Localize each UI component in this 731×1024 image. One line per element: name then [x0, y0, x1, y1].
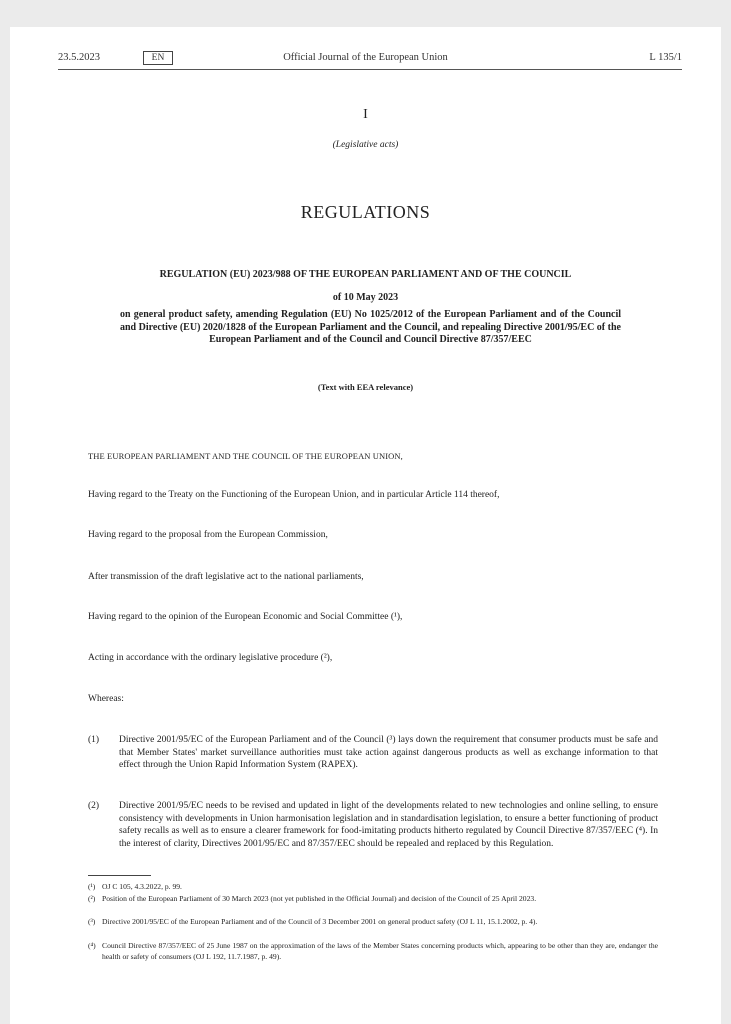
document-page [10, 27, 721, 1024]
recital-text: Directive 2001/95/EC needs to be revised and updated in light of the developments related to new technologies and online selling, to ensure consistency with developments in Union harmonisation legislation and in standardisation legislation, to ensure a better functioning of product safety recalls as well as to ensure a clearer framework for food-imitating products hitherto regulated by Council Directive 87/357/EEC (⁴). In the interest of clarity, Directives 2001/95/EC and 87/357/EEC should be repealed and replaced by this Regulation. [119, 801, 658, 849]
journal-title: Official Journal of the European Union [283, 52, 448, 63]
publication-date: 23.5.2023 [58, 52, 100, 63]
whereas-label: Whereas: [88, 694, 124, 704]
footnote-text: Council Directive 87/357/EEC of 25 June 1987 on the approximation of the laws of the Member States concerning products which, appearing to be other than they are, endanger the health or safety of consumers (OJ L 192, 11.7.1987, p. 49). [102, 941, 658, 961]
recital-text: Directive 2001/95/EC of the European Parliament and of the Council (³) lays down the requirement that consumer products must be safe and that Member States' market surveillance authorities must take action against dangerous products as well as exchange information to that effect through the Union Rapid Information System (RAPEX). [119, 735, 658, 770]
header-divider [58, 69, 682, 70]
footnote-number: (⁴) [88, 941, 96, 950]
enacting-formula: THE EUROPEAN PARLIAMENT AND THE COUNCIL OF THE EUROPEAN UNION, [88, 451, 403, 461]
eea-relevance: (Text with EEA relevance) [317, 382, 414, 392]
citation-transmission: After transmission of the draft legislative act to the national parliaments, [88, 572, 364, 582]
regulation-date: of 10 May 2023 [332, 292, 399, 303]
part-number: I [363, 107, 368, 122]
footnote-text: Directive 2001/95/EC of the European Parliament and of the Council of 3 December 2001 on general product safety (OJ L 11, 15.1.2002, p. 4). [102, 917, 538, 926]
footnote-number: (³) [88, 917, 96, 926]
footnote-number: (²) [88, 894, 96, 903]
citation-procedure: Acting in accordance with the ordinary legislative procedure (²), [88, 653, 333, 663]
footnote-divider [88, 875, 151, 876]
legislative-acts-label: (Legislative acts) [332, 140, 399, 150]
language-badge: EN [143, 51, 173, 65]
regulation-subject: on general product safety, amending Regulation (EU) No 1025/2012 of the European Parliament and of the Council and Directive (EU) 2020/1828 of the European Parliament and the Council, and repealing Directive 2001/95/EC of the European Parliament and of the Council and Council Directive 87/357/EEC [120, 309, 621, 345]
footnote-text: OJ C 105, 4.3.2022, p. 99. [102, 882, 182, 891]
footnote-text: Position of the European Parliament of 30 March 2023 (not yet published in the Official Journal) and decision of the Council of 25 April 2023. [102, 894, 537, 903]
section-heading: REGULATIONS [300, 202, 431, 222]
footnote-number: (¹) [88, 882, 96, 891]
regulation-title: REGULATION (EU) 2023/988 OF THE EUROPEAN PARLIAMENT AND OF THE COUNCIL [159, 269, 572, 280]
recital-number: (2) [88, 801, 100, 811]
recital-number: (1) [88, 735, 100, 745]
citation-treaty: Having regard to the Treaty on the Functioning of the European Union, and in particular Article 114 thereof, [88, 490, 500, 500]
page-reference: L 135/1 [649, 52, 682, 63]
citation-proposal: Having regard to the proposal from the European Commission, [88, 530, 328, 540]
citation-opinion: Having regard to the opinion of the European Economic and Social Committee (¹), [88, 612, 403, 622]
